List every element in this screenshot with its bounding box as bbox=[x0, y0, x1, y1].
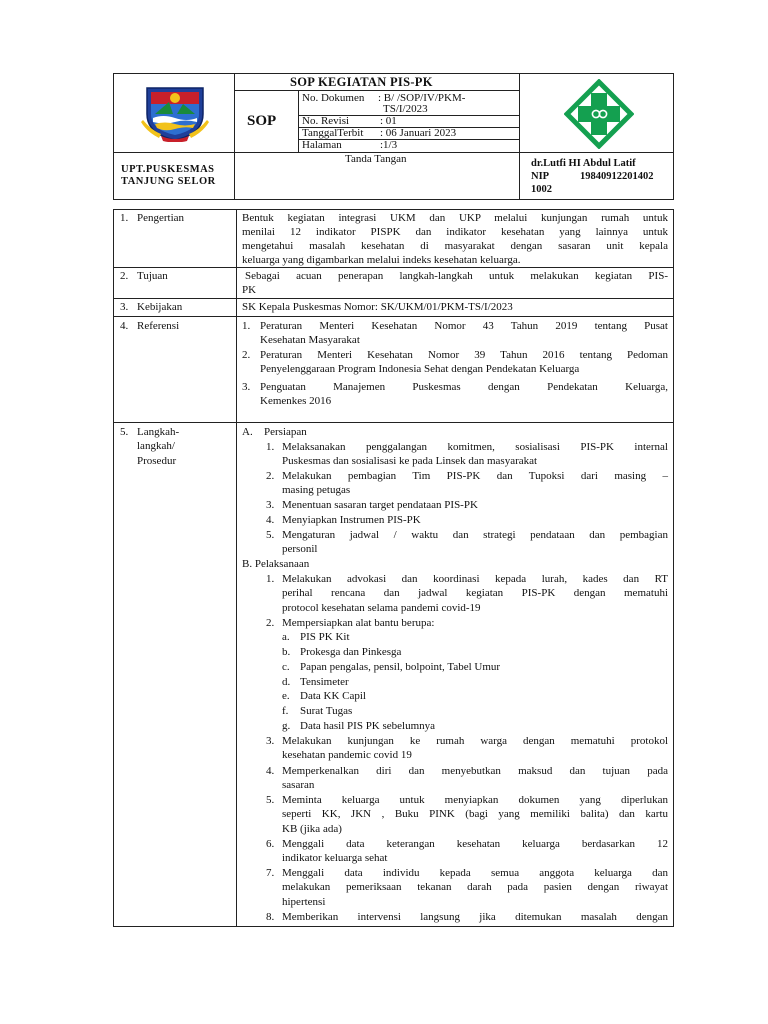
revision-label: No. Revisi bbox=[302, 115, 350, 127]
step-text-cont: seperti KK, JKN , Buku PINK (bagi yang memiliki balita) dan kartu bbox=[282, 808, 668, 820]
step-text: Melakukan advokasi dan koordinasi kepada lurah, kades dan RT bbox=[282, 573, 668, 585]
issue-date-value: : 06 Januari 2023 bbox=[380, 127, 457, 139]
step-number: 7. bbox=[266, 867, 275, 879]
reference-item-cont: Penyelenggaraan Program Indonesia Sehat dengan Pendekatan Keluarga bbox=[260, 363, 580, 375]
nip-value: 19840912201402 bbox=[580, 171, 654, 182]
reference-item: Penguatan Manajemen Puskesmas dengan Pendekatan Keluarga, bbox=[260, 381, 668, 393]
kebijakan-text: SK Kepala Puskesmas Nomor: SK/UKM/01/PKM-TS/I/2023 bbox=[242, 301, 513, 313]
reference-number: 1. bbox=[242, 320, 251, 332]
step-number: 2. bbox=[266, 470, 275, 482]
section-number: 3. bbox=[120, 301, 129, 313]
step-text: Menggali data keterangan kesehatan keluarga berdasarkan 12 bbox=[282, 838, 668, 850]
step-number: 1. bbox=[266, 441, 275, 453]
section-number: 5. bbox=[120, 426, 129, 438]
doc-number-label: No. Dokumen bbox=[302, 92, 365, 104]
step-text: Memperkenalkan diri dan menyebutkan maksud dan tujuan pada bbox=[282, 765, 668, 777]
section-label-prosedur: Langkah- bbox=[137, 426, 180, 438]
unit-name-line1: UPT.PUSKESMAS bbox=[121, 164, 215, 175]
step-text: Mempersiapkan alat bantu berupa: bbox=[282, 617, 435, 629]
doc-number-value-cont: TS/I/2023 bbox=[383, 103, 428, 115]
step-text-cont: sasaran bbox=[282, 779, 315, 791]
step-number: 2. bbox=[266, 617, 275, 629]
step-number: 3. bbox=[266, 735, 275, 747]
tool-item-letter: g. bbox=[282, 720, 291, 732]
step-text: Meminta keluarga untuk menyiapkan dokumen yang diperlukan bbox=[282, 794, 668, 806]
section-label-prosedur: langkah/ bbox=[137, 440, 175, 452]
revision-value: : 01 bbox=[380, 115, 397, 127]
step-number: 5. bbox=[266, 794, 275, 806]
subsection-title-pelaksanaan: B. Pelaksanaan bbox=[242, 558, 310, 570]
tujuan-text-line: PK bbox=[242, 284, 257, 296]
step-text: Memberikan intervensi langsung jika ditemukan masalah dengan bbox=[282, 911, 668, 923]
step-text-cont: KB (jika ada) bbox=[282, 823, 342, 835]
pengertian-text-line: keluarga yang digambarkan melalui indeks kesehatan keluarga. bbox=[242, 254, 521, 266]
tool-item-letter: f. bbox=[282, 705, 289, 717]
tool-item: Tensimeter bbox=[300, 676, 349, 688]
tool-item: Surat Tugas bbox=[300, 705, 353, 717]
step-text: Melaksanakan penggalangan komitmen, sosialisasi PIS-PK internal bbox=[282, 441, 668, 453]
tool-item: Data hasil PIS PK sebelumnya bbox=[300, 720, 436, 732]
step-number: 5. bbox=[266, 529, 275, 541]
step-text: Melakukan kunjungan ke rumah warga dengan mematuhi protokol bbox=[282, 735, 668, 747]
section-number: 1. bbox=[120, 212, 129, 224]
section-number: 2. bbox=[120, 270, 129, 282]
step-text-cont: masing petugas bbox=[282, 484, 351, 496]
sop-label: SOP bbox=[247, 113, 277, 129]
tool-item-letter: d. bbox=[282, 676, 291, 688]
step-text: Menggali data individu kepada semua anggota keluarga dan bbox=[282, 867, 668, 879]
tool-item-letter: c. bbox=[282, 661, 290, 673]
pengertian-text-line: Bentuk kegiatan integrasi UKM dan UKP melalui kunjungan rumah untuk bbox=[242, 212, 668, 224]
document-title: SOP KEGIATAN PIS-PK bbox=[290, 75, 433, 89]
step-number: 4. bbox=[266, 765, 275, 777]
tool-item-letter: b. bbox=[282, 646, 291, 658]
step-text-cont: hipertensi bbox=[282, 896, 326, 908]
section-label-referensi: Referensi bbox=[137, 320, 180, 332]
tool-item-letter: a. bbox=[282, 631, 290, 643]
step-number: 1. bbox=[266, 573, 275, 585]
pengertian-text-line: mengetahui masalah kesehatan di masyarakat dengan sasaran unit kepala bbox=[242, 240, 668, 252]
tool-item: PIS PK Kit bbox=[300, 631, 350, 643]
step-text: Menentuan sasaran target pendataan PIS-PK bbox=[282, 499, 478, 511]
step-text: Mengaturan jadwal / waktu dan strategi pendataan dan pembagian bbox=[282, 529, 668, 541]
step-number: 8. bbox=[266, 911, 275, 923]
step-text: Melakukan pembagian Tim PIS-PK dan Tupoksi dari masing – bbox=[282, 470, 668, 482]
tujuan-text-line: Sebagai acuan penerapan langkah-langkah untuk melakukan kegiatan PIS- bbox=[245, 270, 668, 282]
reference-item: Peraturan Menteri Kesehatan Nomor 43 Tahun 2019 tentang Pusat bbox=[260, 320, 668, 332]
section-label-kebijakan: Kebijakan bbox=[137, 301, 183, 313]
step-text-cont: kesehatan pandemic covid 19 bbox=[282, 749, 412, 761]
tool-item-letter: e. bbox=[282, 690, 290, 702]
step-number: 3. bbox=[266, 499, 275, 511]
regional-crest-icon bbox=[141, 84, 209, 142]
step-text-cont: melakukan pemeriksaan tekanan darah pada pasien dengan riwayat bbox=[282, 881, 668, 893]
tool-item: Prokesga dan Pinkesga bbox=[300, 646, 402, 658]
reference-item-cont: Kemenkes 2016 bbox=[260, 395, 332, 407]
page-value: :1/3 bbox=[380, 139, 398, 151]
step-text-cont: personil bbox=[282, 543, 318, 555]
step-text-cont: Puskesmas dan sosialisasi ke pada Linsek dan masyarakat bbox=[282, 455, 538, 467]
tool-item: Papan pengalas, pensil, bolpoint, Tabel Umur bbox=[300, 661, 501, 673]
subsection-title-persiapan: Persiapan bbox=[264, 426, 307, 438]
section-number: 4. bbox=[120, 320, 129, 332]
tool-item: Data KK Capil bbox=[300, 690, 366, 702]
reference-item: Peraturan Menteri Kesehatan Nomor 39 Tahun 2016 tentang Pedoman bbox=[260, 349, 668, 361]
nip-value-cont: 1002 bbox=[531, 184, 552, 195]
signer-name: dr.Lutfi HI Abdul Latif bbox=[531, 158, 636, 169]
nip-label: NIP bbox=[531, 171, 550, 182]
step-number: 4. bbox=[266, 514, 275, 526]
unit-name-line2: TANJUNG SELOR bbox=[121, 176, 216, 187]
signature-label: Tanda Tangan bbox=[345, 153, 407, 165]
step-text: Menyiapkan Instrumen PIS-PK bbox=[282, 514, 421, 526]
page-label: Halaman bbox=[302, 139, 342, 151]
pengertian-text-line: menilai 12 indikator PISPK dan indikator kesehatan yang lainnya untuk bbox=[242, 226, 668, 238]
step-text-cont: indikator keluarga sehat bbox=[282, 852, 388, 864]
reference-item-cont: Kesehatan Masyarakat bbox=[260, 334, 360, 346]
issue-date-label: TanggalTerbit bbox=[302, 127, 364, 139]
section-label-prosedur: Prosedur bbox=[137, 455, 177, 467]
reference-number: 3. bbox=[242, 381, 251, 393]
section-label-tujuan: Tujuan bbox=[137, 270, 168, 282]
doc-number-value: : B/ /SOP/IV/PKM- bbox=[378, 92, 466, 104]
step-text-cont: perihal rencana dan jadwal kegiatan PIS-PK dengan mematuhi bbox=[282, 587, 668, 599]
puskesmas-logo-icon bbox=[564, 79, 634, 149]
step-text-cont: protocol kesehatan selama pandemi covid-19 bbox=[282, 602, 481, 614]
subsection-letter: A. bbox=[242, 426, 253, 438]
reference-number: 2. bbox=[242, 349, 251, 361]
step-number: 6. bbox=[266, 838, 275, 850]
section-label-pengertian: Pengertian bbox=[137, 212, 185, 224]
